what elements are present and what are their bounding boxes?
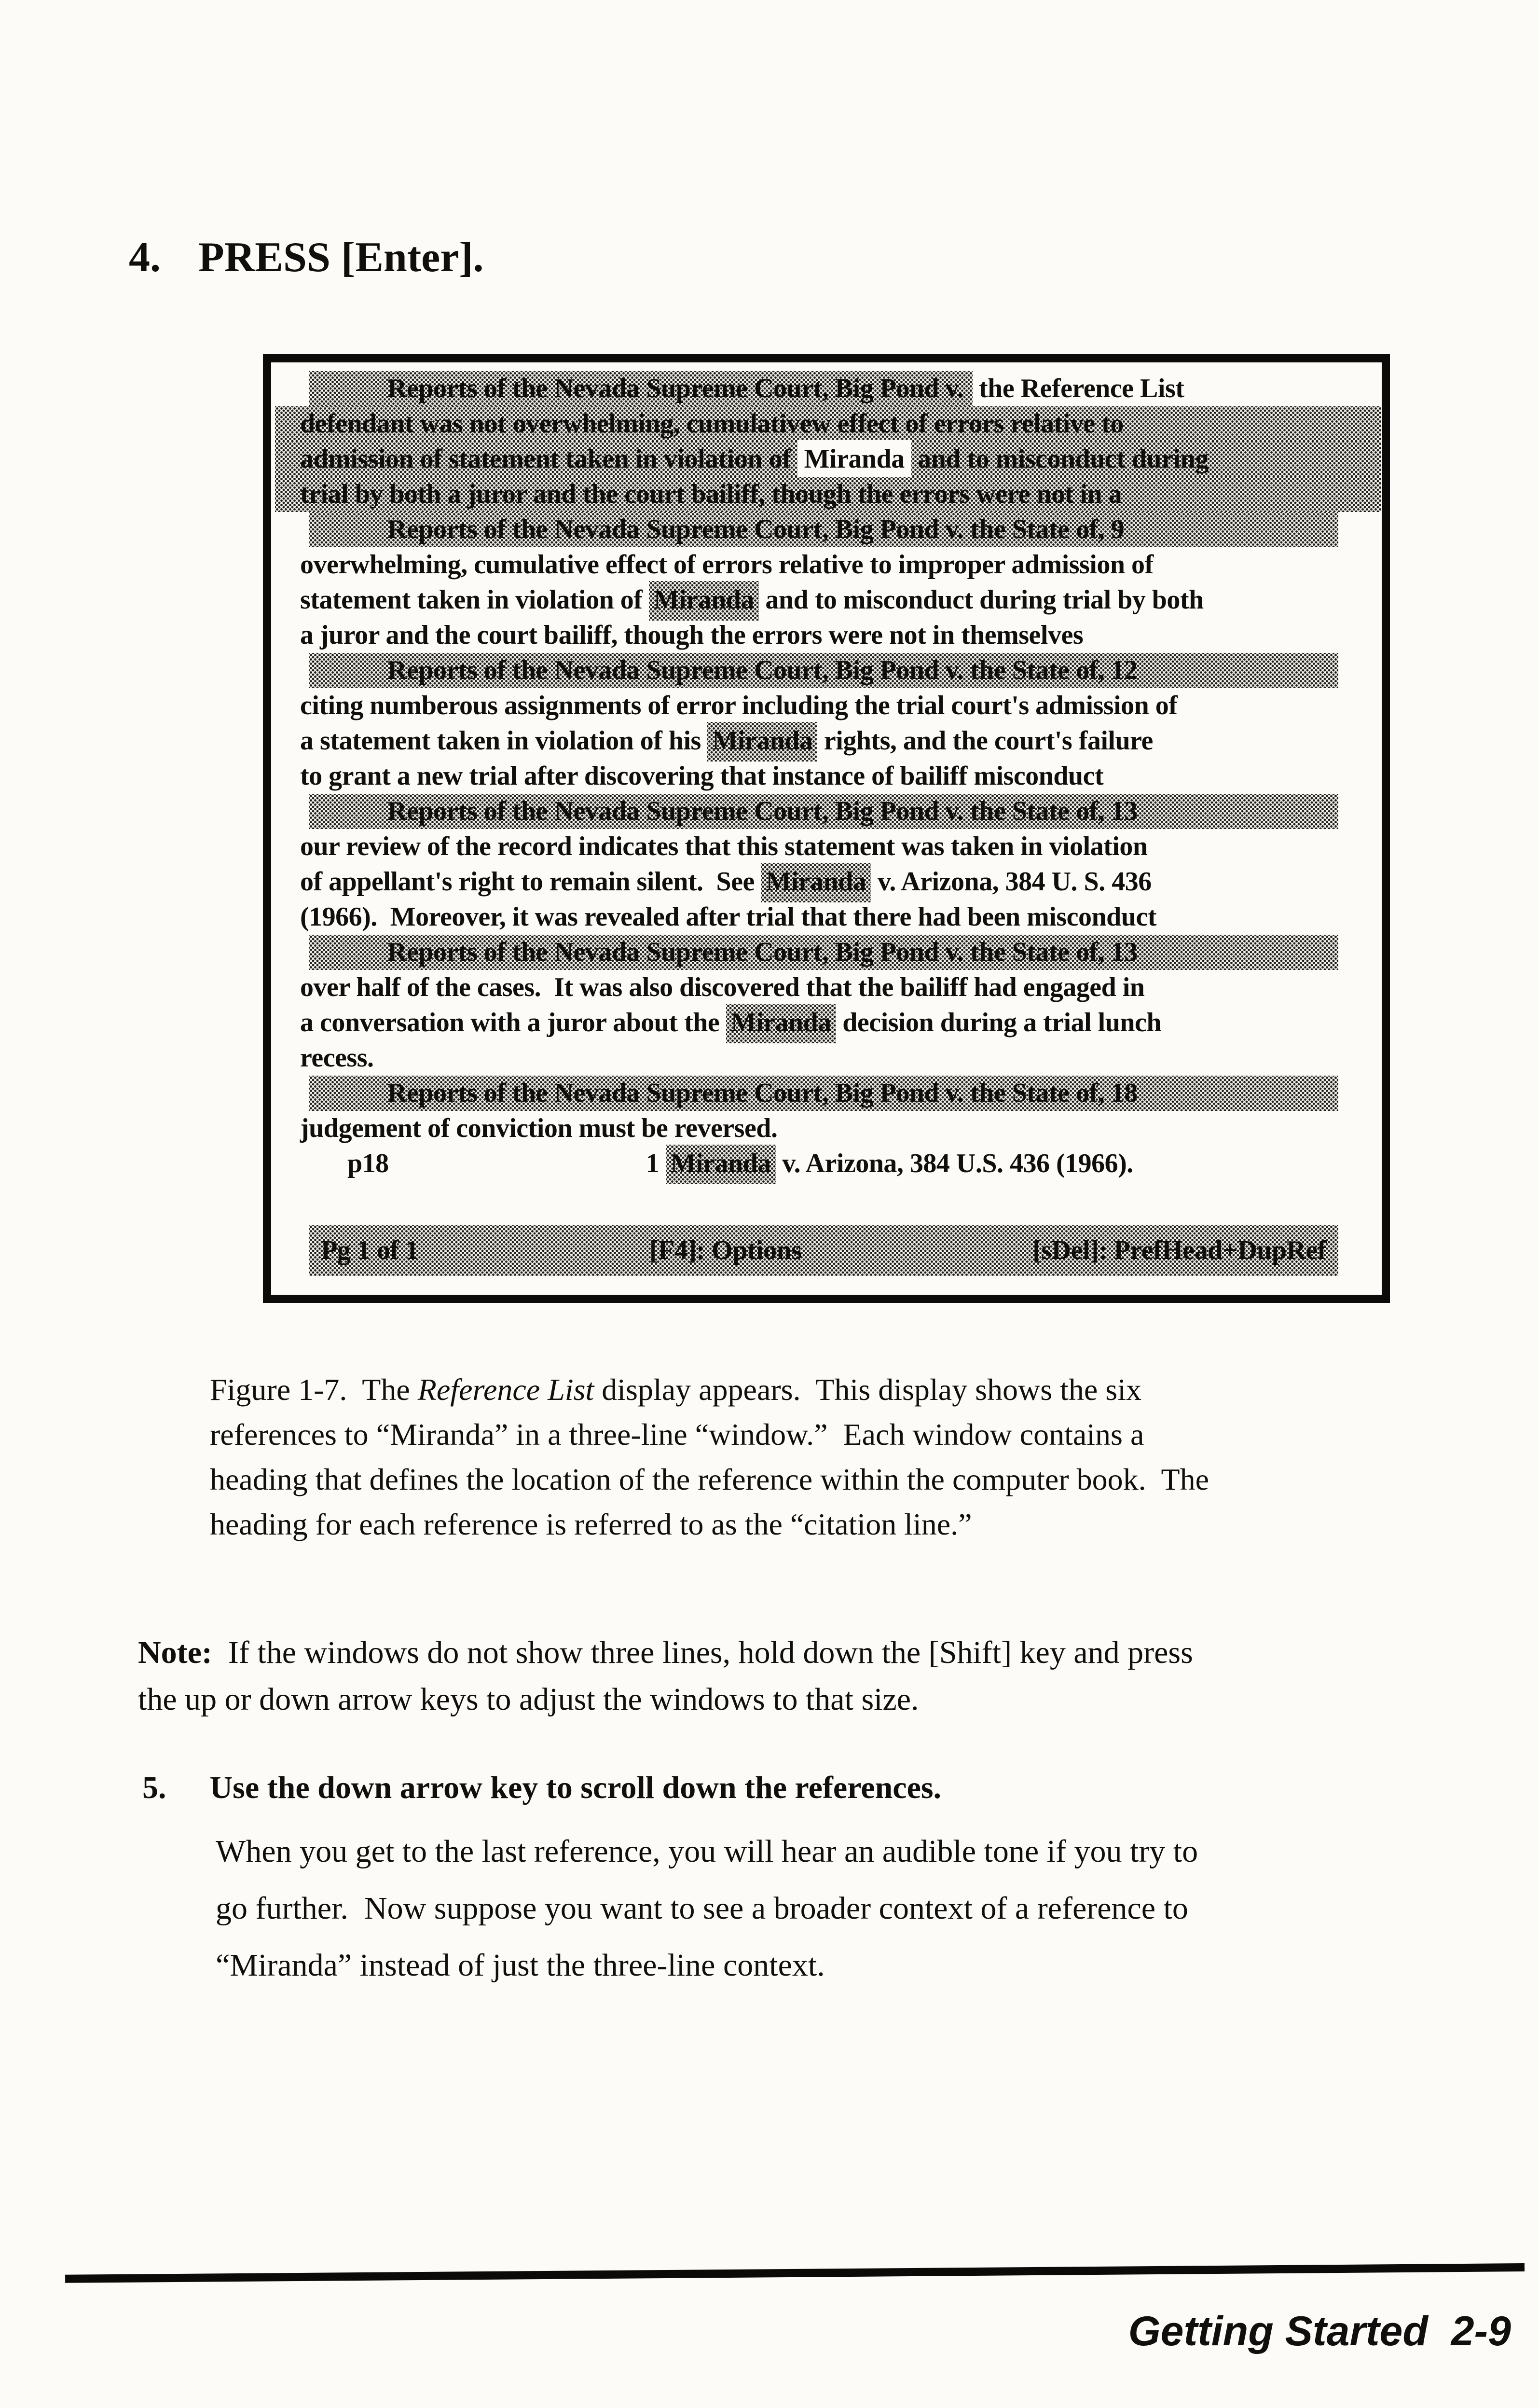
figure-caption <box>210 1367 1209 1547</box>
caption-line: references to “Miranda” in a three-line “window.” Each window contains a <box>210 1417 1144 1452</box>
screen-line <box>275 1005 1382 1040</box>
screen-line <box>275 900 1382 935</box>
screen-line-text: to grant a new trial after discovering that instance of bailiff misconduct <box>300 761 1104 791</box>
citation-line <box>309 512 1338 547</box>
citation-text: Reports of the Nevada Supreme Court, Big Pond v. the State of, 12 <box>387 655 1138 685</box>
paragraph-line: “Miranda” instead of just the three-line context. <box>216 1948 825 1983</box>
note-line: the up or down arrow keys to adjust the windows to that size. <box>138 1682 919 1717</box>
caption-line: heading that defines the location of the reference within the computer book. The <box>210 1462 1209 1496</box>
selected-window-line <box>275 477 1381 512</box>
status-gap <box>271 1181 1382 1225</box>
step-5-title: Use the down arrow key to scroll down the references. <box>209 1770 942 1805</box>
miranda-highlight: Miranda <box>797 440 911 478</box>
paragraph-line: go further. Now suppose you want to see a broader context of a reference to <box>216 1891 1188 1926</box>
screen-line <box>275 688 1382 723</box>
screen-line-text: citing numberous assignments of error including the trial court's admission of <box>300 691 1178 720</box>
footnote-line <box>275 1146 1382 1181</box>
citation-line <box>309 653 1338 688</box>
screen-line-text: our review of the record indicates that this statement was taken in violation <box>300 831 1148 861</box>
note-text: If the windows do not show three lines, hold down the [Shift] key and press <box>212 1635 1193 1670</box>
caption-text: Figure 1-7. The <box>210 1372 418 1407</box>
page-indicator: Pg 1 of 1 <box>321 1235 419 1265</box>
screen-line-text: v. Arizona, 384 U. S. 436 <box>871 867 1152 897</box>
citation-text: Reports of the Nevada Supreme Court, Big Pond v. the State of, 18 <box>387 1078 1138 1108</box>
selected-window-line <box>275 406 1381 442</box>
citation-text: Reports of the Nevada Supreme Court, Big Pond v. <box>309 371 973 406</box>
screen-line-text: a juror and the court bailiff, though the errors were not in themselves <box>300 620 1084 650</box>
caption-line: heading for each reference is referred to as the “citation line.” <box>210 1507 972 1541</box>
paragraph-line: When you get to the last reference, you will hear an audible tone if you try to <box>216 1834 1198 1869</box>
screen-content <box>271 362 1382 1276</box>
screen-line <box>275 829 1382 864</box>
step-5-paragraph <box>216 1823 1198 1994</box>
miranda-highlight: Miranda <box>761 863 871 902</box>
citation-line <box>309 794 1338 829</box>
citation-text: Reports of the Nevada Supreme Court, Big Pond v. the State of, 13 <box>387 937 1138 967</box>
citation-text: Reports of the Nevada Supreme Court, Big Pond v. the State of, 9 <box>387 514 1125 544</box>
footer-page-label: Getting Started 2-9 <box>1128 2308 1511 2354</box>
screen-line <box>275 759 1382 794</box>
miranda-highlight: Miranda <box>707 722 817 761</box>
reference-list-screen <box>263 354 1390 1303</box>
screen-line-text: decision during a trial lunch <box>836 1008 1162 1038</box>
screen-line-text: and to misconduct during <box>911 444 1209 474</box>
screen-line <box>275 723 1382 759</box>
footer-rule <box>65 2263 1525 2283</box>
caption-text: display appears. This display shows the six <box>594 1372 1141 1407</box>
screen-line <box>275 618 1382 653</box>
sdel-prefhead-hint: [sDel]: PrefHead+DupRef <box>1032 1235 1326 1265</box>
footnote-text: v. Arizona, 384 U.S. 436 (1966). <box>775 1149 1133 1178</box>
footnote-number: 1 <box>646 1149 666 1178</box>
f4-options-hint: [F4]: Options <box>649 1235 802 1265</box>
screen-line-text: recess. <box>300 1043 374 1073</box>
step-5-heading <box>142 1769 941 1806</box>
screen-line <box>275 864 1382 900</box>
screen-line-text: defendant was not overwhelming, cumulativew effect of errors relative to <box>300 409 1124 439</box>
note-line <box>138 1629 1193 1676</box>
citation-line <box>309 371 1382 406</box>
note-block <box>138 1629 1193 1723</box>
screen-line-text: admission of statement taken in violation of <box>300 444 797 474</box>
screen-line-text: statement taken in violation of <box>300 585 649 615</box>
citation-text: Reports of the Nevada Supreme Court, Big Pond v. the State of, 13 <box>387 796 1138 826</box>
screen-line-text: a conversation with a juror about the <box>300 1008 726 1038</box>
screen-line <box>275 547 1382 582</box>
screen-line-text: a statement taken in violation of his <box>300 726 708 756</box>
citation-line <box>309 935 1338 970</box>
step-4-heading <box>129 234 484 282</box>
screen-line-text: and to misconduct during trial by both <box>758 585 1204 615</box>
screen-line <box>275 1040 1382 1076</box>
reference-list-italic: Reference List <box>417 1372 594 1407</box>
screen-line <box>275 1111 1382 1146</box>
screen-title: the Reference List <box>972 374 1184 403</box>
page-marker: p18 <box>347 1149 389 1178</box>
step-4-title: PRESS [Enter]. <box>198 234 484 281</box>
screen-line-text: rights, and the court's failure <box>817 726 1153 756</box>
screen-line-text: over half of the cases. It was also discovered that the bailiff had engaged in <box>300 972 1145 1002</box>
citation-line <box>309 1076 1338 1111</box>
step-4-number: 4. <box>129 234 161 281</box>
note-label: Note: <box>138 1635 212 1670</box>
miranda-highlight: Miranda <box>649 581 759 621</box>
screen-line-text: trial by both a juror and the court bailiff, though the errors were not in a <box>300 479 1122 509</box>
screen-line <box>275 970 1382 1005</box>
selected-window-line <box>275 442 1381 477</box>
screen-line-text: overwhelming, cumulative effect of errors relative to improper admission of <box>300 550 1154 580</box>
caption-line <box>210 1367 1209 1412</box>
status-bar <box>309 1225 1338 1276</box>
miranda-highlight: Miranda <box>666 1145 776 1184</box>
screen-line-text: judgement of conviction must be reversed. <box>300 1113 778 1143</box>
miranda-highlight: Miranda <box>726 1004 836 1043</box>
step-5-number: 5. <box>142 1770 166 1805</box>
screen-line-text: of appellant's right to remain silent. See <box>300 867 761 897</box>
screen-line <box>275 582 1382 618</box>
screen-line-text: (1966). Moreover, it was revealed after trial that there had been misconduct <box>300 902 1156 932</box>
